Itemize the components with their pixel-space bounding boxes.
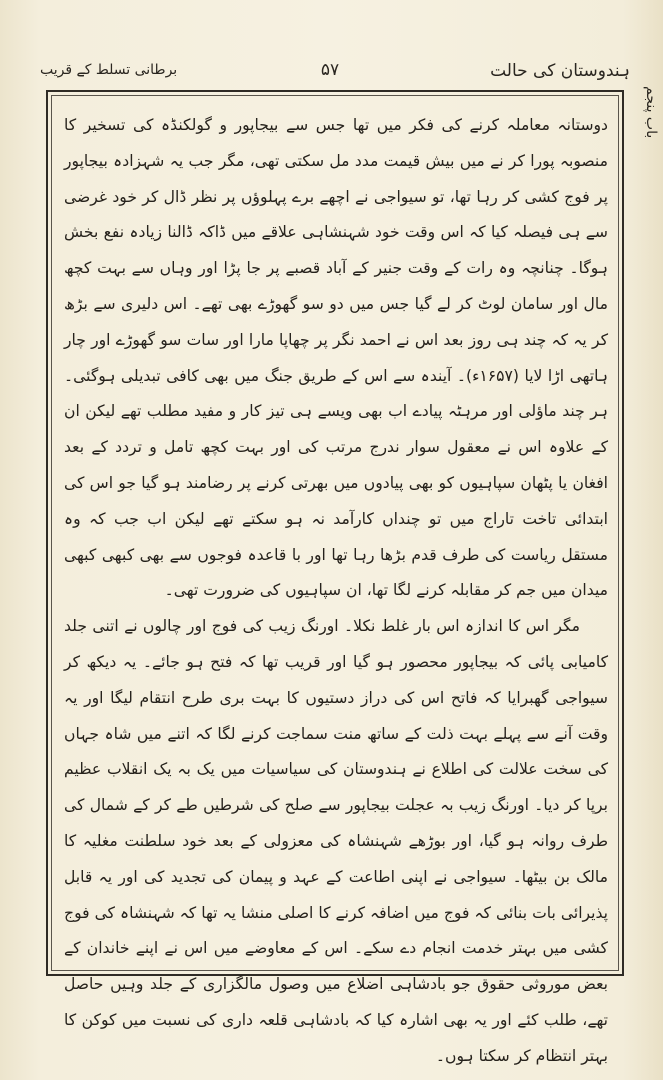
running-header — [40, 58, 630, 92]
paragraph-2: مگر اس کا اندازہ اس بار غلط نکلا۔ اورنگ زیب کی فوج اور چالوں نے اتنی جلد کامیابی پائی کہ بیجاپور محصور ہو گیا اور قریب تھا کہ فتح ہو جائے۔ یہ دیکھ کر سیواجی گھبرایا کہ فاتح اس کی دراز دستیوں کا بہت بری طرح انتقام لیگا اور یہ وقت آنے سے پہلے بہت ذلت کے ساتھ منت سماجت کرنے لگا کہ اتنے میں شاہ جہاں کی سخت علالت کی اطلاع نے ہندوستان کی سیاسیات میں یک بہ یک انقلاب عظیم برپا کر دیا۔ اورنگ زیب بہ عجلت بیجاپور سے صلح کی شرطیں طے کر کے شمال کی طرف روانہ ہو گیا، اور بوڑھے شہنشاہ کی معزولی کے بعد خود سلطنت مغلیہ کا مالک بن بیٹھا۔ سیواجی نے اپنی اطاعت کے عہد و پیمان کی تجدید کی اور یہ قابل پذیرائی بات بنائی کہ فوج میں اضافہ کرنے کا اصلی منشا یہ تھا کہ شہنشاہ کی فوج کشی میں بہتر خدمت انجام دے سکے۔ اس کے معاوضے میں اس نے اپنے خاندان کے بعض موروثی حقوق جو بادشاہی اضلاع میں وصول مالگزاری کے جلد وہیں حاصل تھے، طلب کئے اور یہ بھی اشارہ کیا کہ بادشاہی قلعہ داری کی نسبت میں کوکن کا بہتر انتظام کر سکتا ہوں۔ — [64, 617, 608, 1065]
paragraph-1: دوستانہ معاملہ کرنے کی فکر میں تھا جس سے بیجاپور و گولکنڈہ کی تسخیر کا منصوبہ پورا کر نے میں بیش قیمت مدد مل سکتی تھی، مگر جب یہ شہزادہ بیجاپور پر فوج کشی کر رہا تھا، تو سیواجی نے اچھے برے پہلوؤں پر نظر ڈال کر خود غرضی سے ہی فیصلہ کیا کہ اس وقت خود شہنشاہی علاقے میں ڈاکہ ڈالنا زیادہ نفع بخش ہوگا۔ چنانچہ وہ رات کے وقت جنیر کے آباد قصبے پر جا پڑا اور وہاں سے بہت کچھ مال اور سامان لوٹ کر لے گیا جس میں دو سو گھوڑے بھی تھے۔ اس دلیری سے بڑھ کر یہ کہ چند ہی روز بعد اس نے احمد نگر پر چھاپا مارا اور سات سو گھوڑے اور چار ہاتھی اڑا لایا (۱۶۵۷ء)۔ آیندہ سے اس کے طریق جنگ میں بھی کافی تبدیلی ہوگئی۔ ہر چند ماؤلی اور مرہٹہ پیادے اب بھی ویسے ہی تیز کار و مفید مطلب تھے لیکن ان کے علاوہ اس نے معقول سوار ندرج مرتب کی اور بہت کچھ تامل و تردد کے بعد افغان یا پٹھان سپاہیوں کو بھی پیادوں میں بھرتی کرنے پر رضامند ہو گیا جو اس کی ابتدائی تاخت تاراج میں تو چنداں کارآمد نہ ہو سکتے تھے لیکن اب جب کہ وہ مستقل ریاست کی طرف قدم بڑھا رہا تھا اور با قاعدہ فوجوں سے بھی کبھی کبھی میدان میں جم کر مقابلہ کرنے لگا تھا، ان سپاہیوں کی ضرورت تھی۔ — [64, 116, 608, 600]
body-text — [64, 108, 608, 1065]
book-title: ہندوستان کی حالت — [490, 61, 630, 81]
page-number: ۵۷ — [320, 60, 340, 80]
section-title: برطانی تسلط کے قریب — [40, 62, 178, 78]
chapter-side-heading: باب پنجم — [643, 86, 659, 139]
